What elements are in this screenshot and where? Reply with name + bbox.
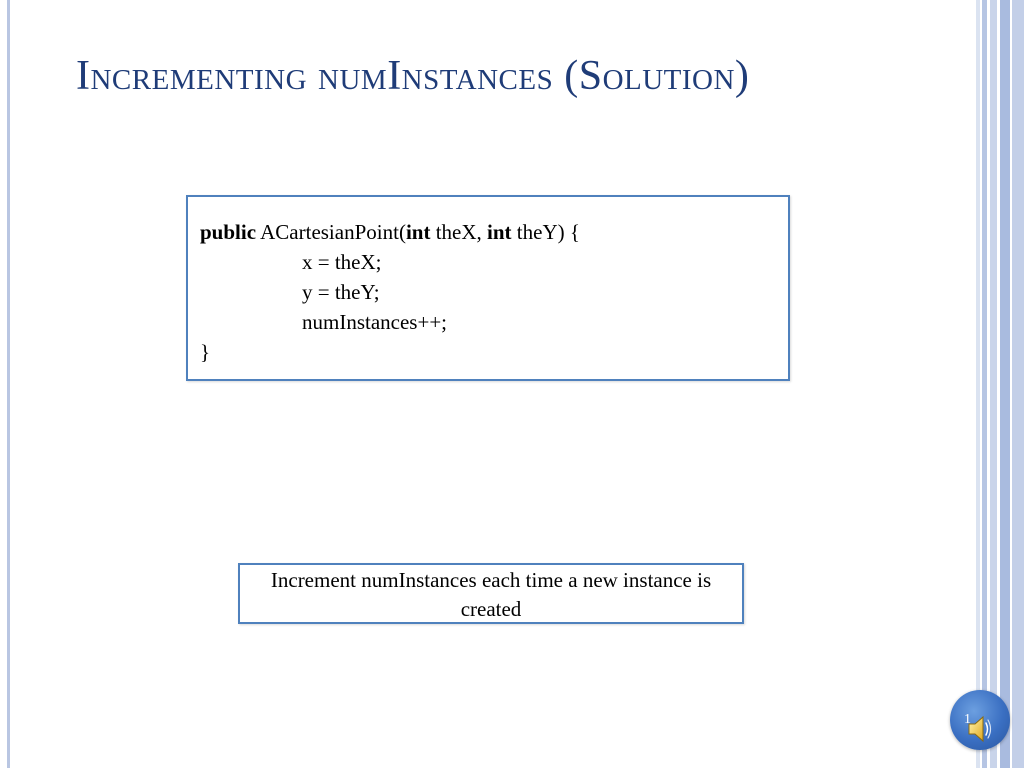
right-stripe-decoration bbox=[976, 0, 1024, 768]
keyword-public: public bbox=[200, 220, 257, 244]
code-line-constructor-signature bbox=[200, 217, 788, 247]
code-text: ACartesianPoint( bbox=[256, 220, 406, 244]
code-box bbox=[186, 195, 790, 381]
left-border-rule bbox=[7, 0, 10, 768]
speaker-icon[interactable] bbox=[966, 712, 994, 746]
note-box bbox=[238, 563, 744, 624]
code-text: theY) { bbox=[511, 220, 580, 244]
code-line-assign-y: y = theY; bbox=[302, 280, 380, 304]
keyword-int: int bbox=[405, 220, 431, 244]
slide-title: Incrementing numInstances (Solution) bbox=[76, 53, 750, 99]
keyword-int: int bbox=[487, 220, 512, 244]
code-line-assign-x: x = theX; bbox=[302, 250, 382, 274]
code-text: theX, bbox=[430, 220, 488, 244]
code-line-increment: numInstances++; bbox=[302, 310, 447, 334]
code-line-closing-brace: } bbox=[200, 340, 211, 364]
page-number: 1 bbox=[964, 712, 971, 727]
note-text: Increment numInstances each time a new instance is created bbox=[270, 568, 712, 621]
